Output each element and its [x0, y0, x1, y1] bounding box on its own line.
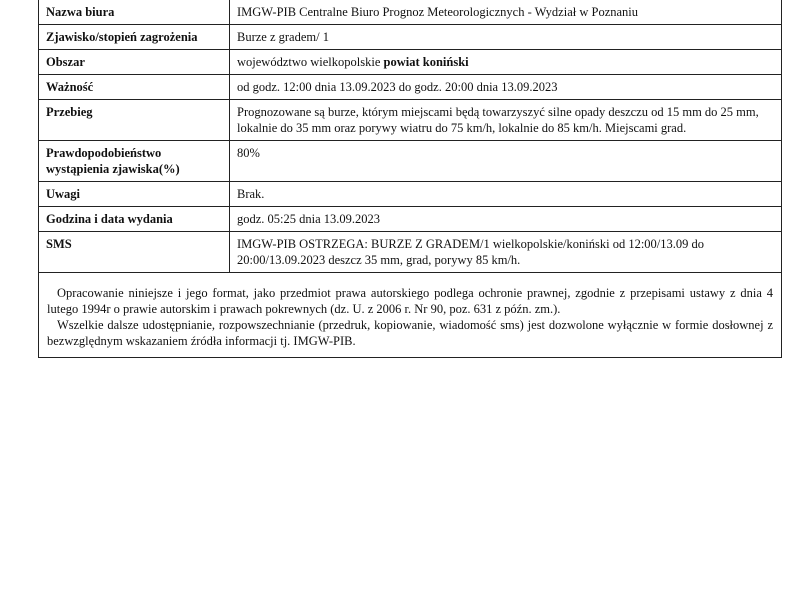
- label-sms: SMS: [39, 232, 230, 273]
- value-area: [230, 50, 782, 75]
- label-phenomenon: Zjawisko/stopień zagrożenia: [39, 25, 230, 50]
- label-issued: Godzina i data wydania: [39, 207, 230, 232]
- value-sms: IMGW-PIB OSTRZEGA: BURZE Z GRADEM/1 wielkopolskie/koniński od 12:00/13.09 do 20:00/13.09.2023 deszcz 35 mm, grad, porywy 85 km/h.: [230, 232, 782, 273]
- value-course: Prognozowane są burze, którym miejscami będą towarzyszyć silne opady deszczu od 15 mm do 25 mm, lokalnie do 35 mm oraz porywy wiatru do 75 km/h, lokalnie do 85 km/h. Miejscami grad.: [230, 100, 782, 141]
- row-probability: [39, 141, 781, 182]
- label-area: Obszar: [39, 50, 230, 75]
- value-issued: godz. 05:25 dnia 13.09.2023: [230, 207, 782, 232]
- row-sms: [39, 232, 781, 273]
- label-validity: Ważność: [39, 75, 230, 100]
- copyright-paragraph: Opracowanie niniejsze i jego format, jako przedmiot prawa autorskiego podlega ochronie prawnej, zgodnie z przepisami ustawy z dnia 4 lutego 1994r o prawie autorskim i prawach pokrewnych (dz. U. z 2006 r. Nr 90, poz. 631 z późn. zm.).: [47, 286, 773, 316]
- row-course: [39, 100, 781, 141]
- row-area: [39, 50, 781, 75]
- value-remarks: Brak.: [230, 182, 782, 207]
- row-validity: [39, 75, 781, 100]
- value-probability: 80%: [230, 141, 782, 182]
- distribution-paragraph: Wszelkie dalsze udostępnianie, rozpowszechnianie (przedruk, kopiowanie, wiadomość sms) jest dozwolone wyłącznie w formie dosłownej z bezwzględnym wskazaniem źródła informacji tj. IMGW-PIB.: [47, 318, 773, 348]
- value-phenomenon: Burze z gradem/ 1: [230, 25, 782, 50]
- row-remarks: [39, 182, 781, 207]
- warning-document: [38, 0, 782, 358]
- row-office: [39, 0, 781, 25]
- label-probability: Prawdopodobieństwo wystąpienia zjawiska(%): [39, 141, 230, 182]
- value-area-voivodeship: województwo wielkopolskie: [237, 55, 384, 69]
- row-issued: [39, 207, 781, 232]
- copyright-note: [39, 273, 781, 357]
- label-office: Nazwa biura: [39, 0, 230, 25]
- value-office: IMGW-PIB Centralne Biuro Prognoz Meteorologicznych - Wydział w Poznaniu: [230, 0, 782, 25]
- value-validity: od godz. 12:00 dnia 13.09.2023 do godz. 20:00 dnia 13.09.2023: [230, 75, 782, 100]
- value-area-county: powiat koniński: [383, 55, 469, 69]
- label-remarks: Uwagi: [39, 182, 230, 207]
- label-course: Przebieg: [39, 100, 230, 141]
- row-phenomenon: [39, 25, 781, 50]
- warning-table: [39, 0, 781, 273]
